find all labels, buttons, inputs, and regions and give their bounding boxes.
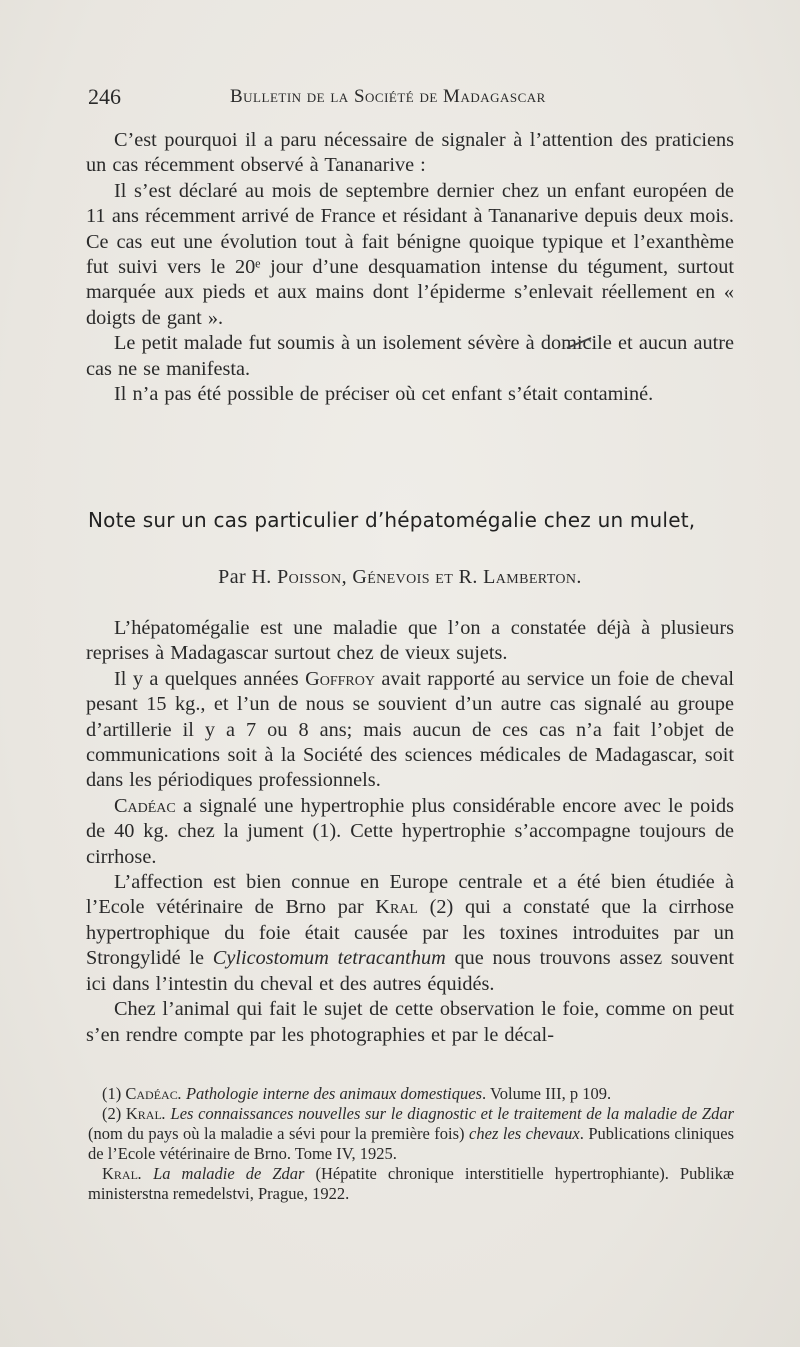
paragraph bbox=[86, 667, 734, 794]
pencil-mark bbox=[565, 336, 593, 350]
cited-author: Cadéac bbox=[114, 794, 176, 817]
text-run: que nous trouvons assez souvent ici dans l’intestin du cheval et des autres équidés. bbox=[86, 947, 734, 995]
authors-names: H. Poisson, Génevois et R. Lamberton. bbox=[251, 566, 582, 588]
text-run: (Hépatite chronique interstitielle hypertrophiante). Publikæ ministerstna remedelstvi, Prague, 1922. bbox=[88, 1164, 734, 1203]
footnote-number: (1) bbox=[102, 1084, 126, 1103]
footnote bbox=[88, 1084, 734, 1104]
paragraph: Il s’est déclaré au mois de septembre dernier chez un enfant européen de 11 ans récemment arrivé de France et résidant à Tananarive depuis deux mois. Ce cas eut une évolution tout à fait bénigne quoique typique et l’exanthème fut suivi vers le 20ᵉ jour d’une desquamation intense du tégument, surtout marquée aux pieds et aux mains dont l’épiderme s’enlevait réellement en « doigts de gant ». bbox=[86, 179, 734, 329]
species-name: Cylicostomum tetracanthum bbox=[212, 947, 446, 970]
authors-prefix: Par bbox=[218, 566, 252, 588]
footnotes bbox=[88, 1084, 734, 1204]
article-title: Note sur un cas particulier d’hépatomégalie chez un mulet, bbox=[88, 508, 696, 532]
paragraph bbox=[86, 794, 734, 870]
text-run: Il y a quelques années bbox=[114, 667, 306, 690]
text-run: . Publications cliniques de l’Ecole vétérinaire de Brno. Tome IV, 1925. bbox=[88, 1124, 734, 1163]
previous-article-ending bbox=[86, 128, 734, 407]
cited-author: Kral bbox=[102, 1164, 138, 1183]
paragraph: L’hépatomégalie est une maladie que l’on a constatée déjà à plusieurs reprises à Madagascar surtout chez de vieux sujets. bbox=[86, 617, 734, 665]
article-authors bbox=[0, 566, 800, 589]
cited-author: Kral bbox=[125, 1104, 162, 1123]
footnote-number: (2) bbox=[102, 1104, 126, 1123]
footnote bbox=[88, 1104, 734, 1164]
text-run: . Volume III, p 109. bbox=[482, 1084, 612, 1103]
cited-title: chez les chevaux bbox=[469, 1124, 580, 1143]
paragraph: C’est pourquoi il a paru nécessaire de signaler à l’attention des praticiens un cas récemment observé à Tananarive : bbox=[86, 129, 734, 177]
paragraph: Le petit malade fut soumis à un isolement sévère à domicile et aucun autre cas ne se manifesta. bbox=[86, 332, 734, 380]
paragraph: Il n’a pas été possible de préciser où cet enfant s’était contaminé. bbox=[114, 383, 654, 406]
footnote bbox=[88, 1164, 734, 1204]
page-number: 246 bbox=[88, 84, 121, 109]
text-run: L’affection est bien connue en Europe centrale et a été bien étudiée à l’Ecole vétérinaire de Brno par bbox=[86, 871, 734, 919]
paragraph: Chez l’animal qui fait le sujet de cette observation le foie, comme on peut s’en rendre compte par les photographies et par le décal- bbox=[86, 998, 734, 1046]
text-run: avait rapporté au service un foie de cheval pesant 15 kg., et l’un de nous se souvient d’un autre cas signalé au groupe d’artillerie il y a 7 ou 8 ans; mais aucun de ces cas n’a fait l’objet de communications soit à la Société des sciences médicales de Madagascar, soit dans les périodiques professionnels. bbox=[86, 667, 734, 792]
paragraph bbox=[86, 870, 734, 997]
article-body bbox=[86, 616, 734, 1048]
cited-title: . Pathologie interne des animaux domestiques bbox=[177, 1084, 483, 1103]
text-run: (nom du pays où la maladie a sévi pour la première fois) bbox=[88, 1124, 470, 1143]
text-run: a signalé une hypertrophie plus considérable encore avec le poids de 40 kg. chez la jument (1). Cette hypertrophie s’accompagne toujours de cirrhose. bbox=[86, 794, 734, 868]
page-header bbox=[88, 84, 738, 118]
cited-author: Kral bbox=[375, 896, 418, 919]
text-run: (2) qui a constaté que la cirrhose hypertrophique du foie était causée par les toxines introduites par un Strongylidé le bbox=[86, 896, 735, 970]
cited-title: . Les connaissances nouvelles sur le diagnostic et le traitement de la maladie de Zdar bbox=[161, 1104, 734, 1123]
cited-title: . La maladie de Zdar bbox=[137, 1164, 305, 1183]
running-head: Bulletin de la Société de Madagascar bbox=[230, 86, 546, 107]
cited-author: Goffroy bbox=[305, 667, 375, 690]
cited-author: Cadéac bbox=[125, 1084, 178, 1103]
